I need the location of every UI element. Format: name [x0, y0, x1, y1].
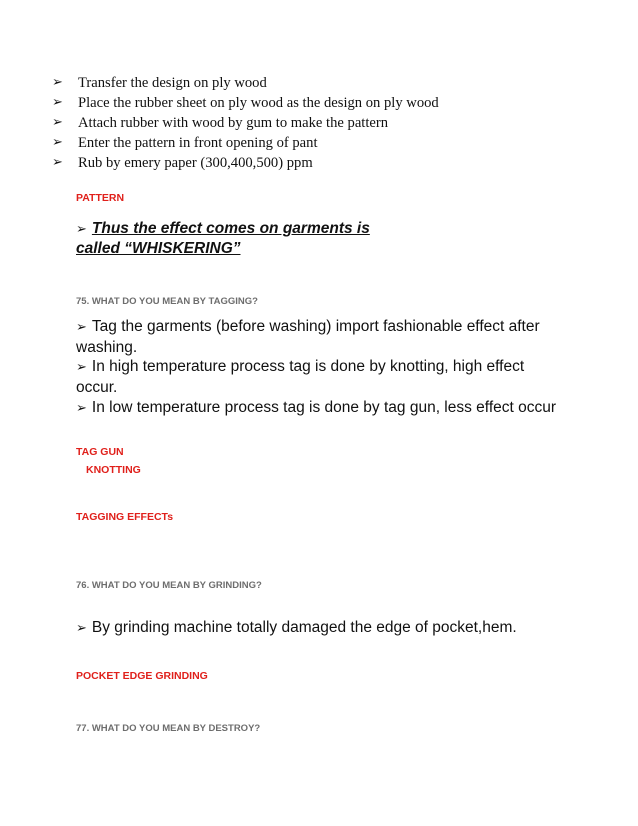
tagging-point: ➢ In high temperature process tag is done by knotting, high effect occur.: [76, 358, 525, 397]
arrow-bullet-icon: ➢: [76, 360, 87, 376]
arrow-bullet-icon: ➢: [76, 222, 87, 237]
question-77-heading: 77. WHAT DO YOU MEAN BY DESTROY?: [76, 723, 261, 734]
whiskering-definition: ➢ Thus the effect comes on garments is called “WHISKERING”: [76, 220, 370, 257]
arrow-bullet-icon: ➢: [76, 621, 87, 636]
tag-gun-label: TAG GUN: [76, 446, 124, 458]
process-step: ➢ Place the rubber sheet on ply wood as the design on ply wood: [52, 95, 439, 111]
arrow-bullet-icon: ➢: [52, 155, 63, 170]
pattern-label: PATTERN: [76, 192, 125, 204]
arrow-bullet-icon: ➢: [76, 320, 87, 335]
pocket-edge-grinding-label: POCKET EDGE GRINDING: [76, 670, 208, 682]
tagging-point: ➢ In low temperature process tag is done by tag gun, less effect occur: [76, 398, 557, 416]
arrow-bullet-icon: ➢: [52, 95, 63, 110]
knotting-label: KNOTTING: [86, 464, 141, 476]
grinding-answer: [76, 618, 616, 639]
arrow-bullet-icon: ➢: [76, 400, 87, 416]
process-step: ➢ Rub by emery paper (300,400,500) ppm: [52, 155, 313, 171]
arrow-bullet-icon: ➢: [52, 75, 63, 90]
process-steps-list: [52, 73, 612, 173]
arrow-bullet-icon: ➢: [52, 115, 63, 130]
grinding-point: ➢ By grinding machine totally damaged the edge of pocket,hem.: [76, 619, 517, 636]
question-76-heading: 76. WHAT DO YOU MEAN BY GRINDING?: [76, 580, 262, 591]
process-step: ➢ Attach rubber with wood by gum to make the pattern: [52, 115, 389, 131]
question-75-heading: 75. WHAT DO YOU MEAN BY TAGGING?: [76, 296, 258, 307]
tagging-point: ➢ Tag the garments (before washing) import fashionable effect after washing.: [76, 318, 540, 356]
arrow-bullet-icon: ➢: [52, 135, 63, 150]
process-step: ➢ Enter the pattern in front opening of pant: [52, 135, 318, 151]
tagging-effects-label: TAGGING EFFECTs: [76, 511, 174, 523]
process-step: ➢ Transfer the design on ply wood: [52, 75, 267, 91]
tagging-answer: [76, 317, 566, 419]
